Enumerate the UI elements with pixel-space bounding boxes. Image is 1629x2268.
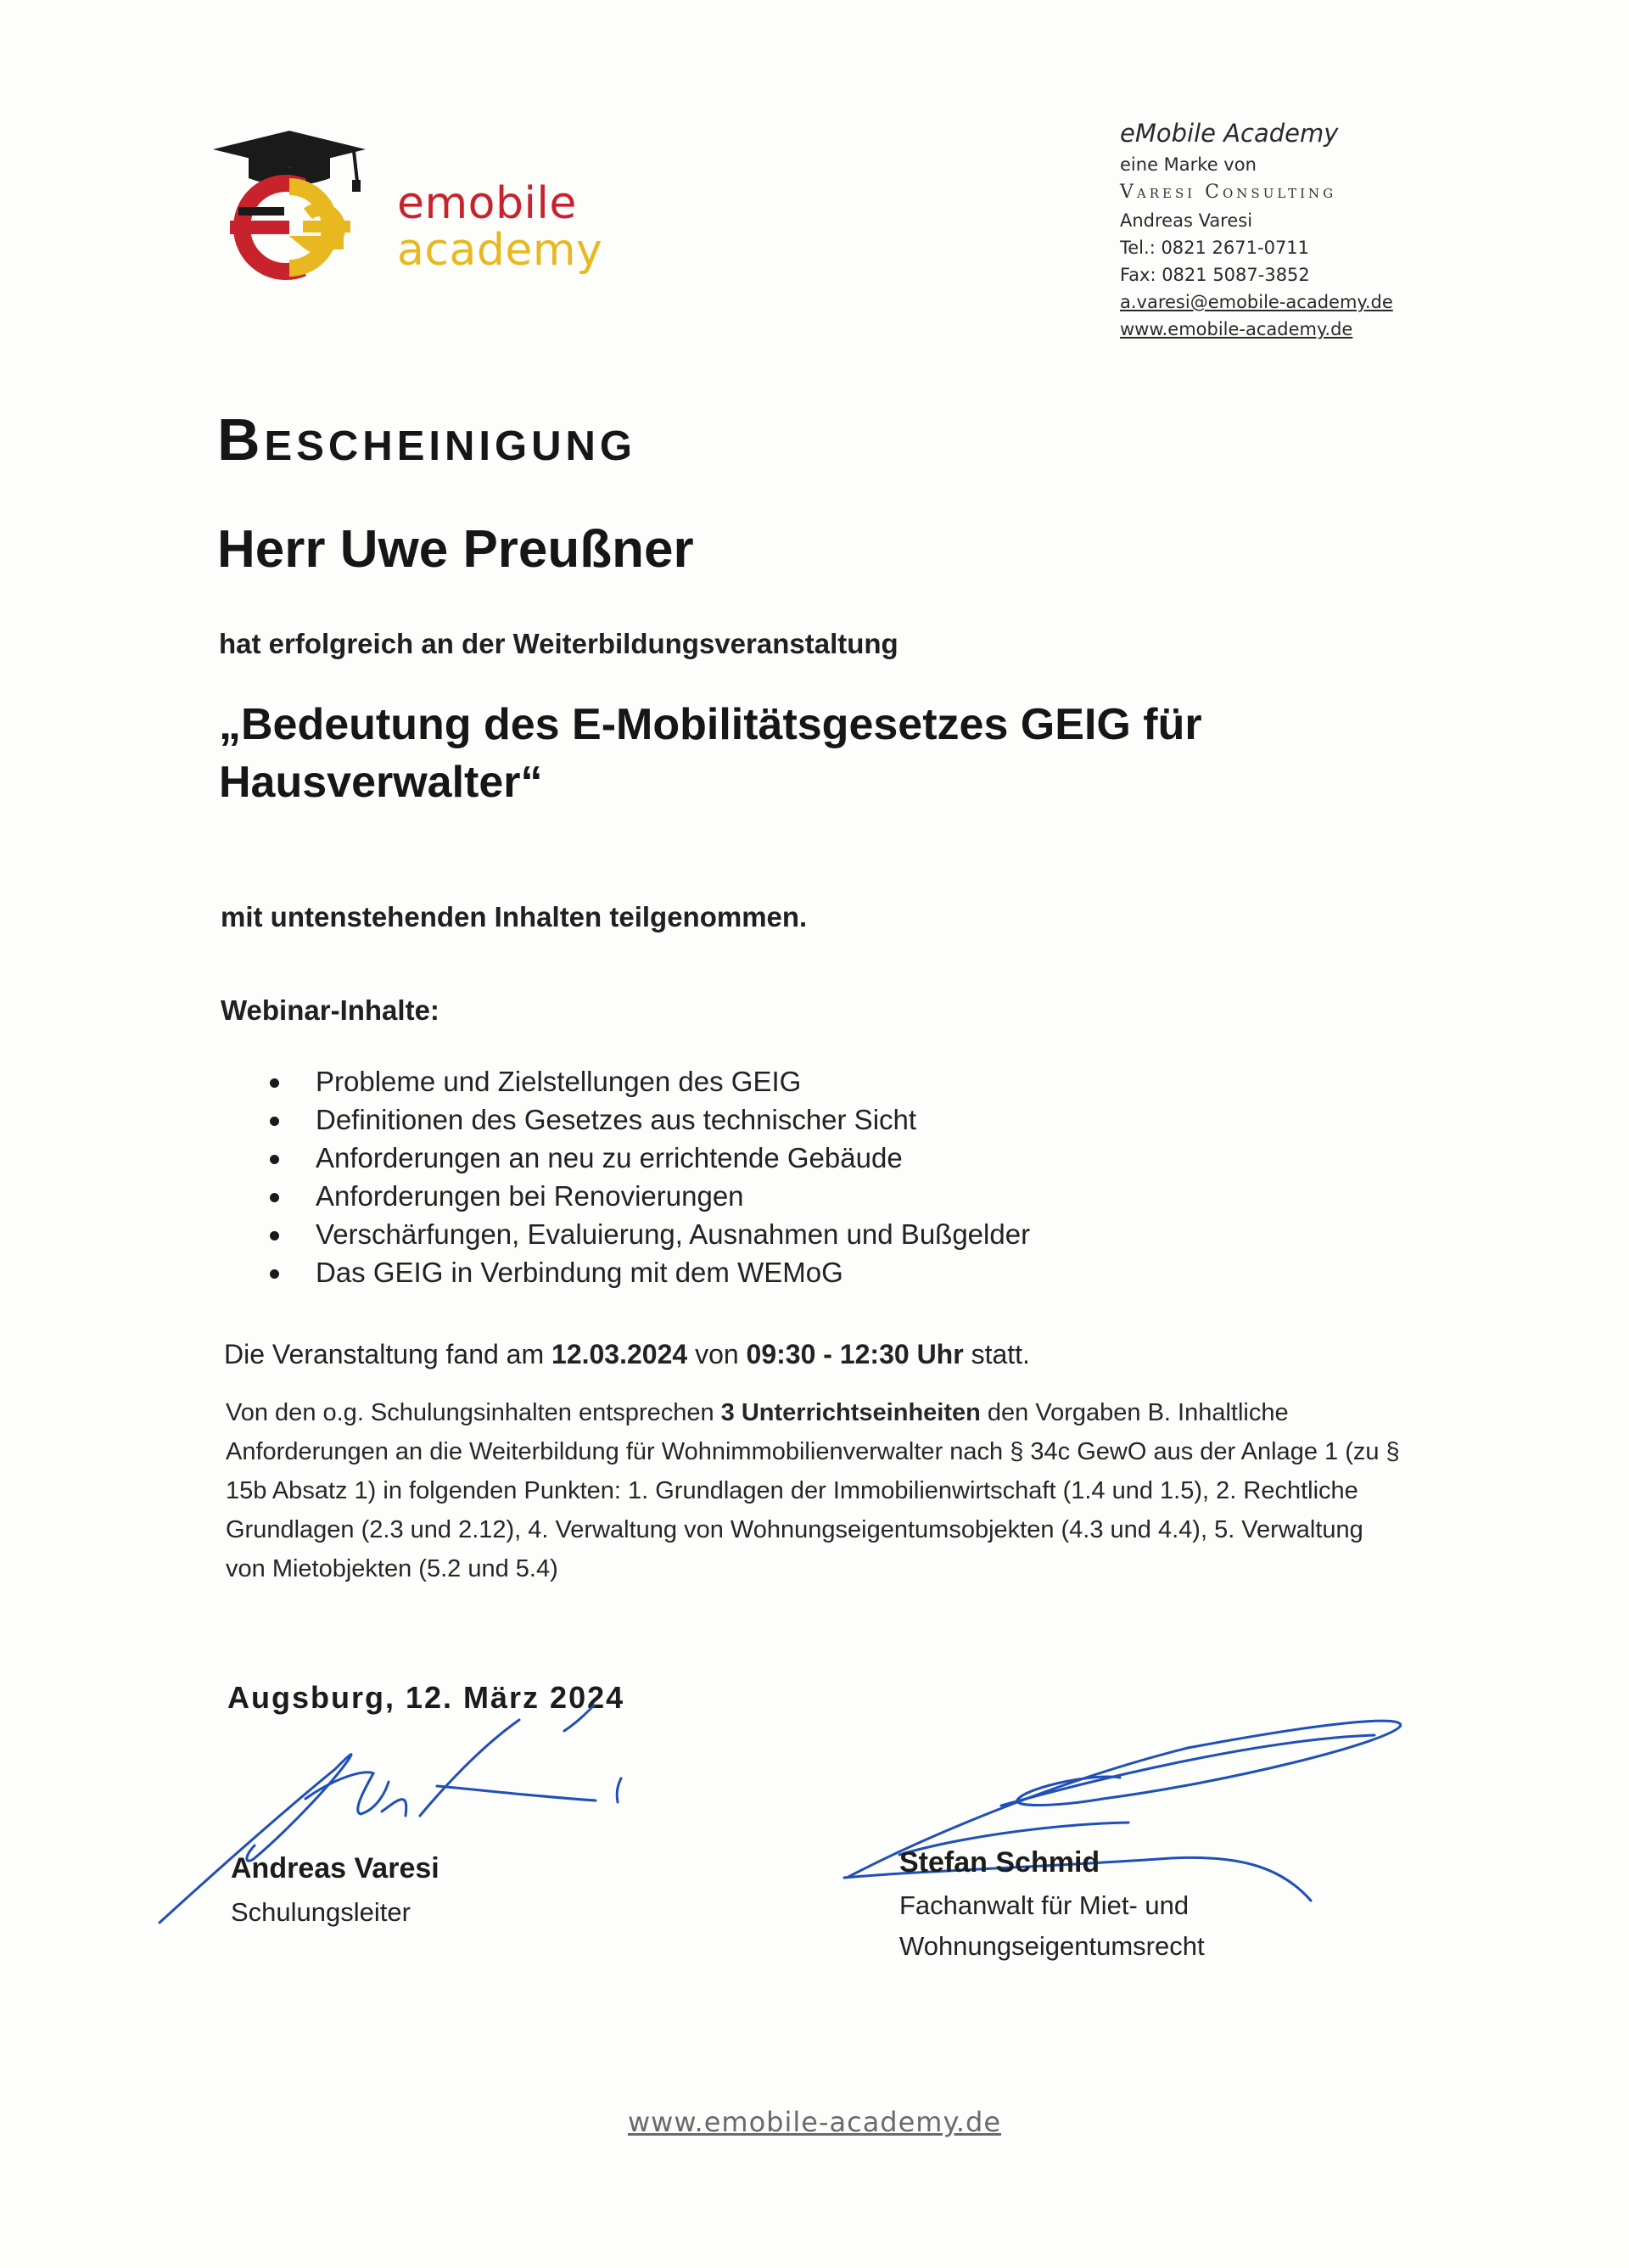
signature-andreas-varesi (160, 1705, 621, 1923)
academy-name: eMobile Academy (1120, 119, 1339, 148)
credits-units: 3 Unterrichtseinheiten (720, 1399, 981, 1426)
e-mark-icon (230, 183, 303, 272)
list-item (255, 1100, 1030, 1139)
footer-website-link[interactable]: www.emobile-academy.de (627, 2106, 1002, 2138)
list-item-text: Verschärfungen, Evaluierung, Ausnahmen und Bußgelder (316, 1218, 1031, 1250)
bullet-icon (270, 1117, 279, 1126)
signatory-left-role: Schulungsleiter (231, 1897, 411, 1927)
list-item (255, 1215, 1030, 1253)
bullet-icon (270, 1193, 279, 1202)
bullet-icon (270, 1269, 279, 1279)
sender-block (1120, 119, 1476, 343)
list-item (255, 1253, 1030, 1291)
list-item-text: Definitionen des Gesetzes aus technischer Sicht (316, 1104, 917, 1135)
intro-text: hat erfolgreich an der Weiterbildungsveranstaltung (219, 628, 898, 659)
event-time: 09:30 - 12:30 Uhr (746, 1339, 964, 1369)
credits-paragraph (226, 1393, 1405, 1588)
list-item (255, 1177, 1030, 1215)
brand-name-line2: academy (397, 225, 603, 276)
document-title: Bescheinigung (217, 406, 636, 473)
bullet-icon (270, 1078, 279, 1088)
email-link[interactable]: a.varesi@emobile-academy.de (1120, 292, 1393, 312)
place-and-date: Augsburg, 12. März 2024 (227, 1680, 625, 1715)
a-mark-icon (289, 187, 350, 268)
brand-name-line1: emobile (397, 178, 577, 229)
contact-person: Andreas Varesi (1120, 210, 1253, 231)
event-suffix: statt. (963, 1339, 1030, 1369)
course-title-line2: Hausverwalter“ (219, 758, 543, 807)
signatory-right-role-line1: Fachanwalt für Miet- und (899, 1890, 1190, 1920)
signatory-right-name: Stefan Schmid (899, 1846, 1100, 1879)
course-title (219, 696, 1237, 811)
list-item-text: Anforderungen an neu zu errichtende Gebäude (316, 1142, 903, 1173)
list-item-text: Anforderungen bei Renovierungen (316, 1180, 744, 1212)
list-item (255, 1062, 1030, 1100)
event-date: 12.03.2024 (551, 1339, 688, 1369)
website-link[interactable]: www.emobile-academy.de (1120, 319, 1353, 339)
course-title-line1: „Bedeutung des E-Mobilitätsgesetzes GEIG für (219, 700, 1202, 749)
event-details (224, 1339, 1030, 1370)
event-mid: von (687, 1339, 747, 1369)
signatory-right-role (899, 1885, 1324, 1967)
contents-heading: Webinar-Inhalte: (221, 994, 439, 1026)
credits-suffix: den Vorgaben B. Inhaltliche Anforderungen an die Weiterbildung für Wohnimmobilienverwalter nach § 34c GewO aus der Anlage 1 (zu § 15b Absatz 1) in folgenden Punkten: 1. Grundlagen der Immobilienwirtschaft (1.4 und 1.5), 2. Rechtliche Grundlagen (2.3 und 2.12), 4. Verwaltung von Wohnungseigentumsobjekten (4.3 und 4.4), 5. Verwaltung von Mietobjekten (5.2 und 5.4) (226, 1399, 1400, 1582)
event-prefix: Die Veranstaltung fand am (224, 1339, 552, 1369)
credits-prefix: Von den o.g. Schulungsinhalten entsprechen (226, 1399, 721, 1426)
bullet-icon (270, 1155, 279, 1164)
list-item-text: Probleme und Zielstellungen des GEIG (316, 1066, 802, 1097)
fax-number: Fax: 0821 5087-3852 (1120, 265, 1310, 285)
participation-text: mit untenstehenden Inhalten teilgenommen. (221, 901, 808, 932)
contents-list (255, 1062, 1030, 1291)
phone-number: Tel.: 0821 2671-0711 (1120, 238, 1310, 258)
recipient-name: Herr Uwe Preußner (217, 520, 694, 579)
signatory-left-name: Andreas Varesi (231, 1852, 439, 1884)
brand-note: eine Marke von (1120, 154, 1257, 175)
list-item-text: Das GEIG in Verbindung mit dem WEMoG (316, 1257, 843, 1288)
list-item (255, 1139, 1030, 1177)
firm-name: Varesi Consulting (1120, 182, 1337, 203)
signatory-right-role-line2: Wohnungseigentumsrecht (899, 1931, 1205, 1961)
bullet-icon (270, 1231, 279, 1240)
